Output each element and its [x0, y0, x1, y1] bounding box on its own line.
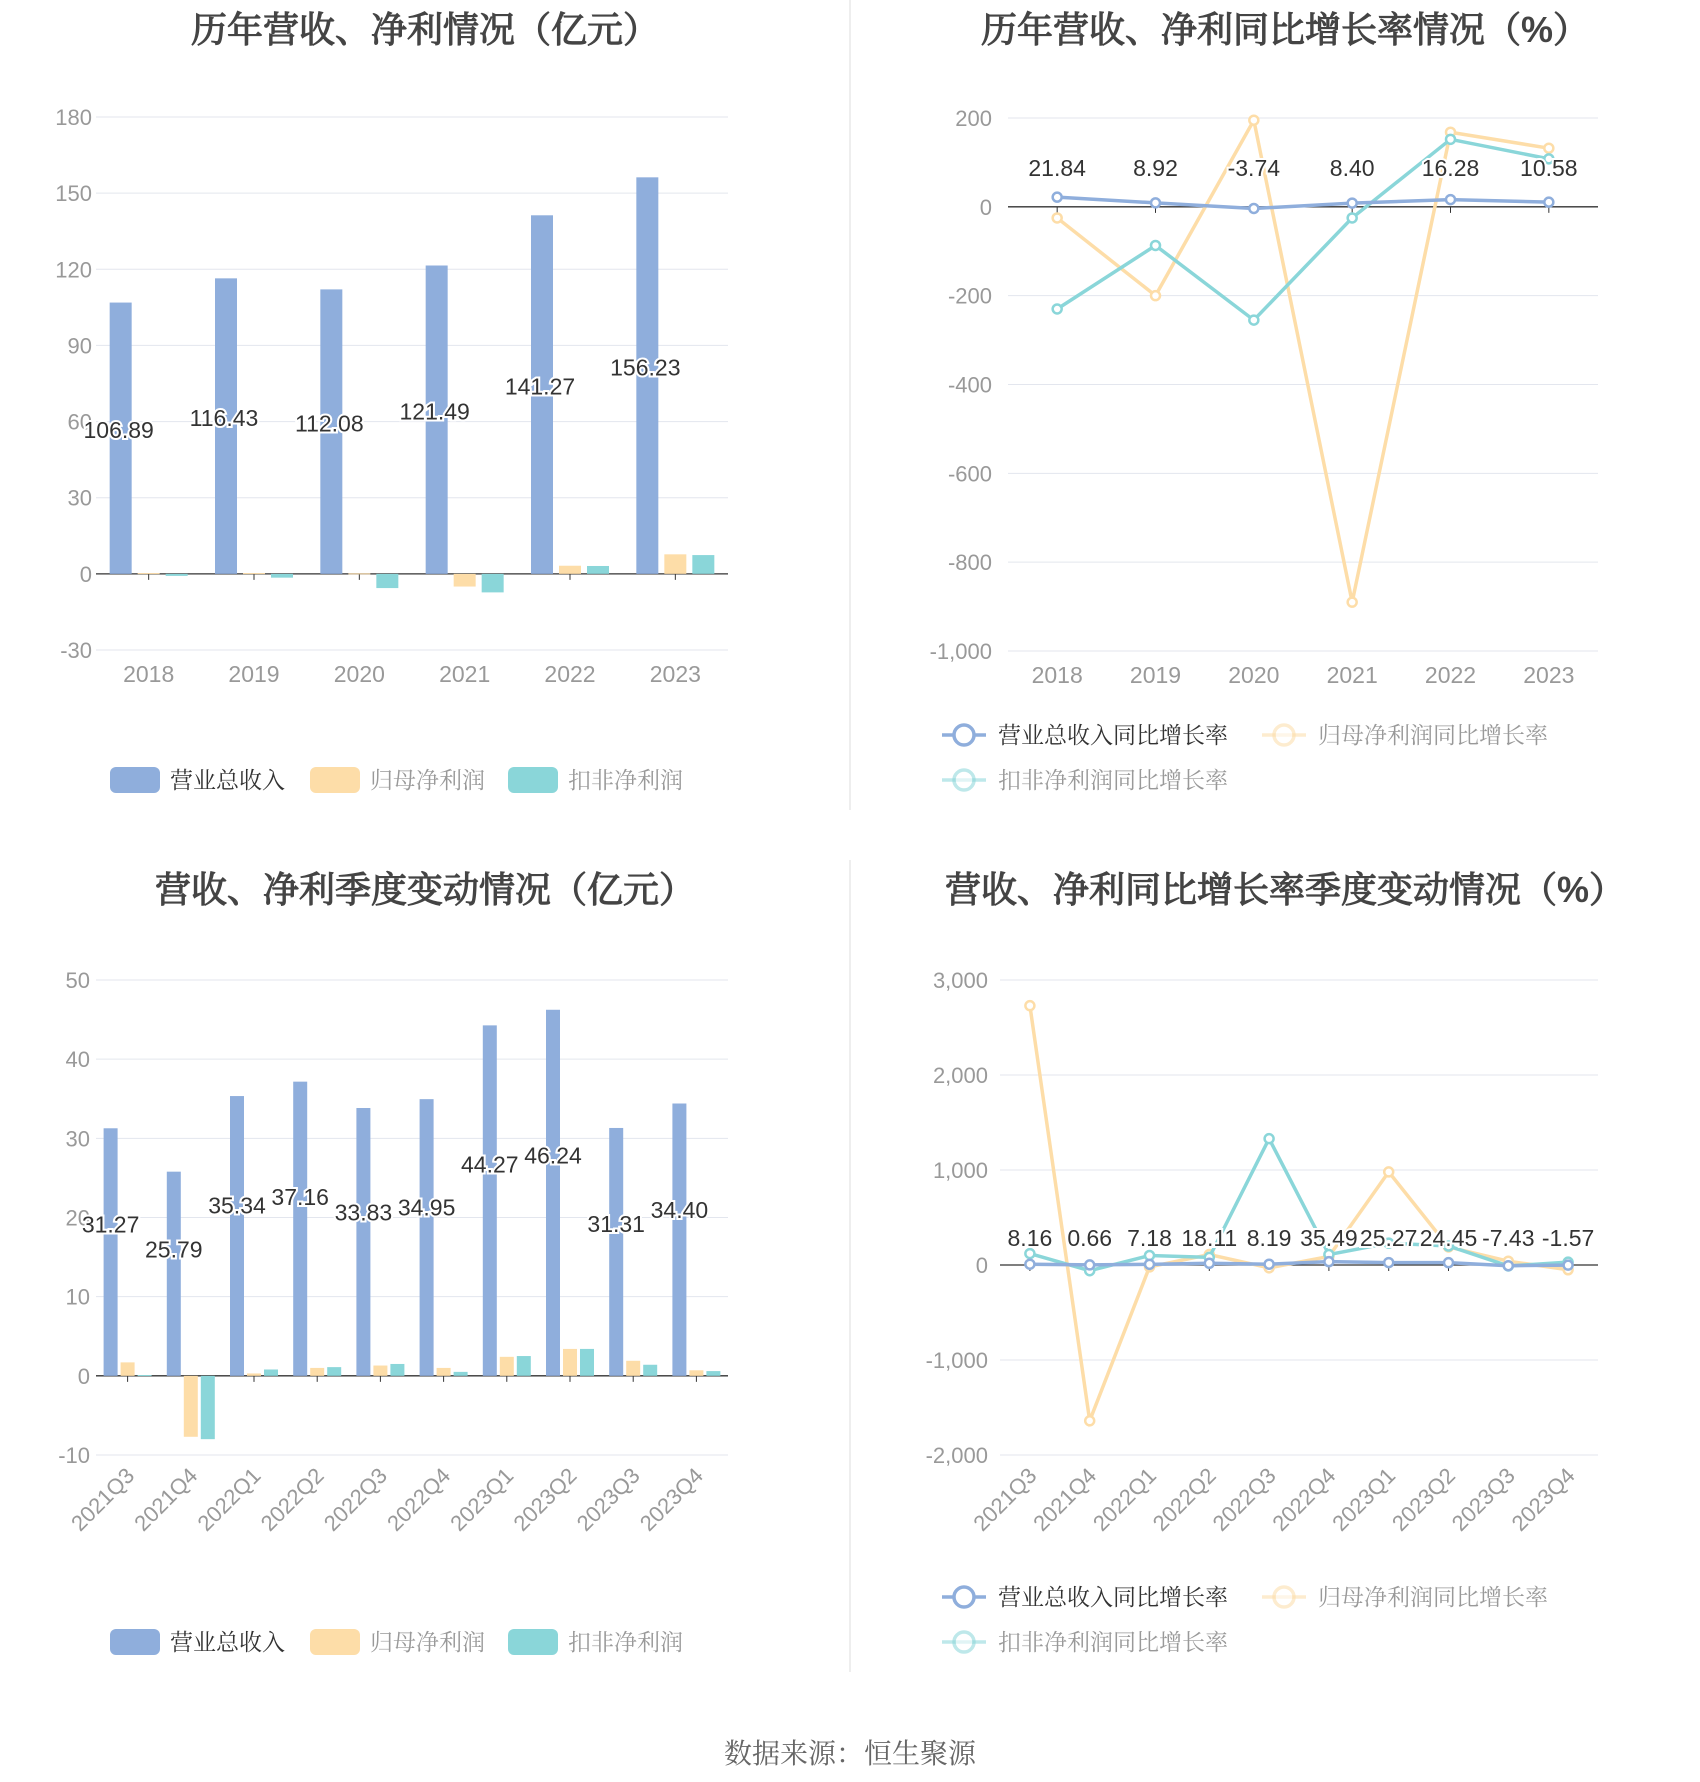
line-point	[1446, 195, 1455, 204]
line-point	[1384, 1167, 1393, 1176]
bar	[167, 1172, 181, 1376]
legend-label: 扣非净利润	[568, 767, 683, 793]
x-tick-label: 2020	[333, 661, 385, 687]
data-label: 31.31	[587, 1211, 645, 1238]
legend-label: 扣非净利润	[568, 1629, 683, 1655]
x-tick-label: 2022Q3	[318, 1462, 392, 1536]
line-point	[1085, 1416, 1094, 1425]
x-tick-label: 2023Q1	[445, 1462, 519, 1536]
data-label: 141.27	[504, 373, 576, 400]
bar	[587, 566, 609, 574]
x-tick-label: 2023	[1523, 662, 1575, 688]
legend-label: 营业总收入	[170, 1629, 285, 1655]
y-tick-label: 0	[79, 561, 92, 587]
data-label: 16.28	[1421, 155, 1480, 181]
line-point	[1348, 598, 1357, 607]
data-label: 31.27	[81, 1211, 140, 1238]
annual-revenue-profit-panel	[0, 0, 850, 860]
line-point	[1053, 193, 1062, 202]
bar	[609, 1128, 623, 1376]
line-point	[1504, 1261, 1513, 1270]
line-point	[1145, 1260, 1154, 1269]
x-tick-label: 2023Q2	[508, 1462, 582, 1536]
bar	[437, 1368, 451, 1376]
bar	[482, 574, 504, 593]
data-label: 18.11	[1181, 1225, 1238, 1251]
data-label: 8.19	[1246, 1225, 1292, 1251]
series-line	[1057, 120, 1549, 602]
x-tick-label: 2023Q3	[1446, 1462, 1520, 1536]
line-point	[1249, 116, 1258, 125]
line-point	[1544, 144, 1553, 153]
y-tick-label: 0	[77, 1363, 90, 1389]
y-tick-label: 180	[55, 105, 92, 130]
x-tick-label: 2022Q2	[1147, 1462, 1221, 1536]
y-tick-label: 3,000	[932, 968, 988, 993]
chart-title: 历年营收、净利同比增长率情况（%）	[980, 9, 1589, 50]
annual-line-chart	[850, 0, 1700, 860]
line-point	[1564, 1261, 1573, 1270]
x-tick-label: 2023Q4	[1506, 1462, 1580, 1536]
legend-marker-icon	[954, 1632, 974, 1652]
legend-label: 营业总收入同比增长率	[998, 1584, 1228, 1610]
bar	[327, 1367, 341, 1376]
legend-label: 营业总收入同比增长率	[998, 722, 1228, 748]
panel-divider	[849, 860, 851, 1672]
bar	[104, 1128, 118, 1376]
bar	[420, 1099, 434, 1376]
panel-divider	[849, 0, 851, 810]
data-label: 35.34	[208, 1192, 266, 1219]
bar	[271, 574, 293, 578]
data-label: 112.08	[295, 410, 364, 437]
line-point	[1444, 1258, 1453, 1267]
bar	[376, 574, 398, 588]
bar	[500, 1357, 514, 1376]
data-label: 121.49	[399, 398, 470, 425]
line-point	[1249, 204, 1258, 213]
line-point	[1249, 316, 1258, 325]
y-tick-label: 200	[955, 106, 992, 131]
y-tick-label: -800	[947, 550, 992, 576]
series-line	[1030, 1006, 1568, 1421]
y-tick-label: 0	[979, 194, 992, 220]
legend-swatch	[110, 767, 160, 793]
y-tick-label: 1,000	[932, 1158, 988, 1183]
x-tick-label: 2022Q4	[1267, 1462, 1341, 1536]
x-tick-label: 2021	[439, 661, 491, 687]
line-point	[1085, 1260, 1094, 1269]
line-point	[1446, 135, 1455, 144]
data-label: 34.40	[650, 1196, 709, 1223]
line-point	[1348, 213, 1357, 222]
legend-marker-icon	[954, 1587, 974, 1607]
bar	[348, 573, 370, 574]
y-tick-label: 90	[67, 333, 92, 359]
line-point	[1384, 1258, 1393, 1267]
bar	[580, 1349, 594, 1376]
legend-swatch	[310, 767, 360, 793]
x-tick-label: 2020	[1228, 662, 1280, 688]
bar	[454, 574, 476, 587]
quarterly-revenue-profit-panel	[0, 860, 850, 1720]
data-label: 44.27	[461, 1151, 519, 1178]
bar	[243, 573, 265, 574]
x-tick-label: 2021Q3	[66, 1462, 140, 1536]
x-tick-label: 2019	[228, 661, 280, 687]
data-label: 116.43	[189, 405, 259, 432]
bar	[483, 1025, 497, 1375]
bar	[454, 1372, 468, 1376]
legend-swatch	[310, 1629, 360, 1655]
quarterly-growth-rate-panel	[850, 860, 1700, 1720]
y-tick-label: -600	[947, 461, 992, 487]
y-tick-label: 60	[67, 409, 92, 435]
legend-label: 扣非净利润同比增长率	[998, 767, 1228, 793]
annual-growth-rate-panel	[850, 0, 1700, 860]
bar	[166, 574, 188, 576]
bar	[138, 1375, 152, 1376]
bar	[373, 1366, 387, 1376]
data-label: -1.57	[1541, 1225, 1595, 1251]
line-point	[1324, 1257, 1333, 1266]
bar	[517, 1356, 531, 1376]
line-point	[1053, 304, 1062, 313]
y-tick-label: -30	[60, 638, 92, 663]
data-label: 33.83	[334, 1199, 393, 1226]
y-tick-label: -400	[947, 372, 992, 398]
x-tick-label: 2021Q4	[129, 1462, 203, 1536]
bar	[356, 1108, 370, 1376]
bar	[230, 1096, 244, 1376]
x-tick-label: 2023Q1	[1327, 1462, 1401, 1536]
x-tick-label: 2022Q2	[255, 1462, 329, 1536]
data-label: 106.89	[83, 417, 154, 444]
x-tick-label: 2019	[1129, 662, 1182, 688]
bar	[706, 1371, 720, 1376]
data-label: 21.84	[1028, 155, 1086, 181]
y-tick-label: -200	[947, 283, 992, 309]
y-tick-label: 30	[67, 485, 92, 511]
line-point	[1265, 1260, 1274, 1269]
line-point	[1205, 1259, 1214, 1268]
legend-label: 归母净利润同比增长率	[1318, 1584, 1548, 1610]
line-point	[1265, 1134, 1274, 1143]
x-tick-label: 2021Q3	[968, 1462, 1042, 1536]
data-label: 8.92	[1133, 155, 1178, 181]
x-tick-label: 2023Q3	[571, 1462, 645, 1536]
data-label: 24.45	[1419, 1225, 1478, 1251]
line-point	[1544, 198, 1553, 207]
line-point	[1151, 241, 1160, 250]
y-tick-label: 0	[975, 1253, 988, 1278]
chart-title: 营收、净利季度变动情况（亿元）	[154, 869, 695, 910]
x-tick-label: 2023Q4	[634, 1462, 708, 1536]
x-tick-label: 2021Q4	[1028, 1462, 1102, 1536]
line-point	[1053, 213, 1062, 222]
bar	[184, 1376, 198, 1437]
legend-label: 归母净利润同比增长率	[1318, 722, 1548, 748]
legend-marker-icon	[954, 770, 974, 790]
bar	[546, 1010, 560, 1376]
x-tick-label: 2023	[649, 661, 701, 687]
y-tick-label: 2,000	[932, 1063, 988, 1088]
x-tick-label: 2022Q1	[1087, 1462, 1162, 1536]
legend-swatch	[508, 767, 558, 793]
x-tick-label: 2022	[544, 661, 596, 687]
y-tick-label: 10	[65, 1284, 90, 1310]
x-tick-label: 2022Q4	[382, 1462, 456, 1536]
bar	[310, 1368, 324, 1376]
bar	[689, 1370, 703, 1376]
bar	[626, 1361, 640, 1376]
legend-label: 扣非净利润同比增长率	[998, 1629, 1228, 1655]
bar	[264, 1370, 278, 1376]
bar	[559, 566, 581, 574]
bar	[692, 555, 714, 574]
y-tick-label: -10	[58, 1443, 90, 1468]
x-tick-label: 2018	[123, 661, 175, 687]
legend-swatch	[110, 1629, 160, 1655]
y-tick-label: -2,000	[925, 1443, 988, 1468]
legend-marker-icon	[1274, 1587, 1294, 1607]
data-label: 8.40	[1329, 155, 1375, 181]
legend-label: 归母净利润	[370, 1629, 485, 1655]
y-tick-label: -1,000	[925, 1348, 988, 1373]
data-label: 35.49	[1300, 1225, 1358, 1251]
data-label: 7.18	[1127, 1225, 1172, 1251]
y-tick-label: 50	[65, 968, 90, 993]
data-label: 0.66	[1067, 1225, 1113, 1251]
bar	[390, 1364, 404, 1376]
x-tick-label: 2022Q3	[1207, 1462, 1281, 1536]
bar	[121, 1362, 135, 1375]
data-label: 37.16	[271, 1184, 329, 1211]
y-tick-label: 40	[65, 1047, 90, 1073]
bar	[643, 1365, 657, 1376]
data-label: 25.27	[1359, 1225, 1418, 1251]
bar	[664, 554, 686, 574]
data-label: -7.43	[1482, 1225, 1535, 1251]
line-point	[1025, 1260, 1034, 1269]
x-tick-label: 2023Q2	[1386, 1462, 1461, 1536]
data-label: 25.79	[145, 1236, 203, 1263]
bar	[247, 1373, 261, 1375]
quarterly-line-chart	[850, 860, 1700, 1720]
quarterly-bar-chart	[0, 860, 850, 1720]
y-tick-label: 30	[65, 1126, 90, 1152]
line-point	[1348, 199, 1357, 208]
legend-label: 归母净利润	[370, 767, 485, 793]
legend-marker-icon	[954, 725, 974, 745]
data-label: 10.58	[1520, 155, 1578, 181]
data-label: 46.24	[524, 1142, 582, 1169]
y-tick-label: -1,000	[929, 639, 992, 664]
y-tick-label: 150	[55, 181, 92, 207]
x-tick-label: 2021	[1326, 662, 1378, 688]
data-label: 34.95	[397, 1194, 456, 1221]
y-tick-label: 20	[65, 1205, 90, 1231]
legend-swatch	[508, 1629, 558, 1655]
bar	[672, 1104, 686, 1376]
chart-title: 营收、净利同比增长率季度变动情况（%）	[944, 869, 1625, 910]
chart-title: 历年营收、净利情况（亿元）	[190, 9, 659, 50]
line-point	[1025, 1001, 1034, 1010]
legend-label: 营业总收入	[170, 767, 285, 793]
bar	[293, 1082, 307, 1376]
bar	[563, 1349, 577, 1376]
y-tick-label: 120	[55, 257, 92, 283]
line-point	[1151, 291, 1160, 300]
x-tick-label: 2022Q1	[192, 1462, 266, 1536]
bar	[201, 1376, 215, 1439]
data-label: 156.23	[610, 354, 681, 381]
line-point	[1151, 198, 1160, 207]
x-tick-label: 2018	[1031, 662, 1083, 688]
annual-bar-chart	[0, 0, 850, 860]
legend-marker-icon	[1274, 725, 1294, 745]
data-source: 数据来源：恒生聚源	[723, 1738, 976, 1769]
data-label: 8.16	[1007, 1225, 1053, 1251]
x-tick-label: 2022	[1424, 662, 1477, 688]
data-label: -3.74	[1227, 155, 1281, 181]
bar	[138, 573, 160, 574]
